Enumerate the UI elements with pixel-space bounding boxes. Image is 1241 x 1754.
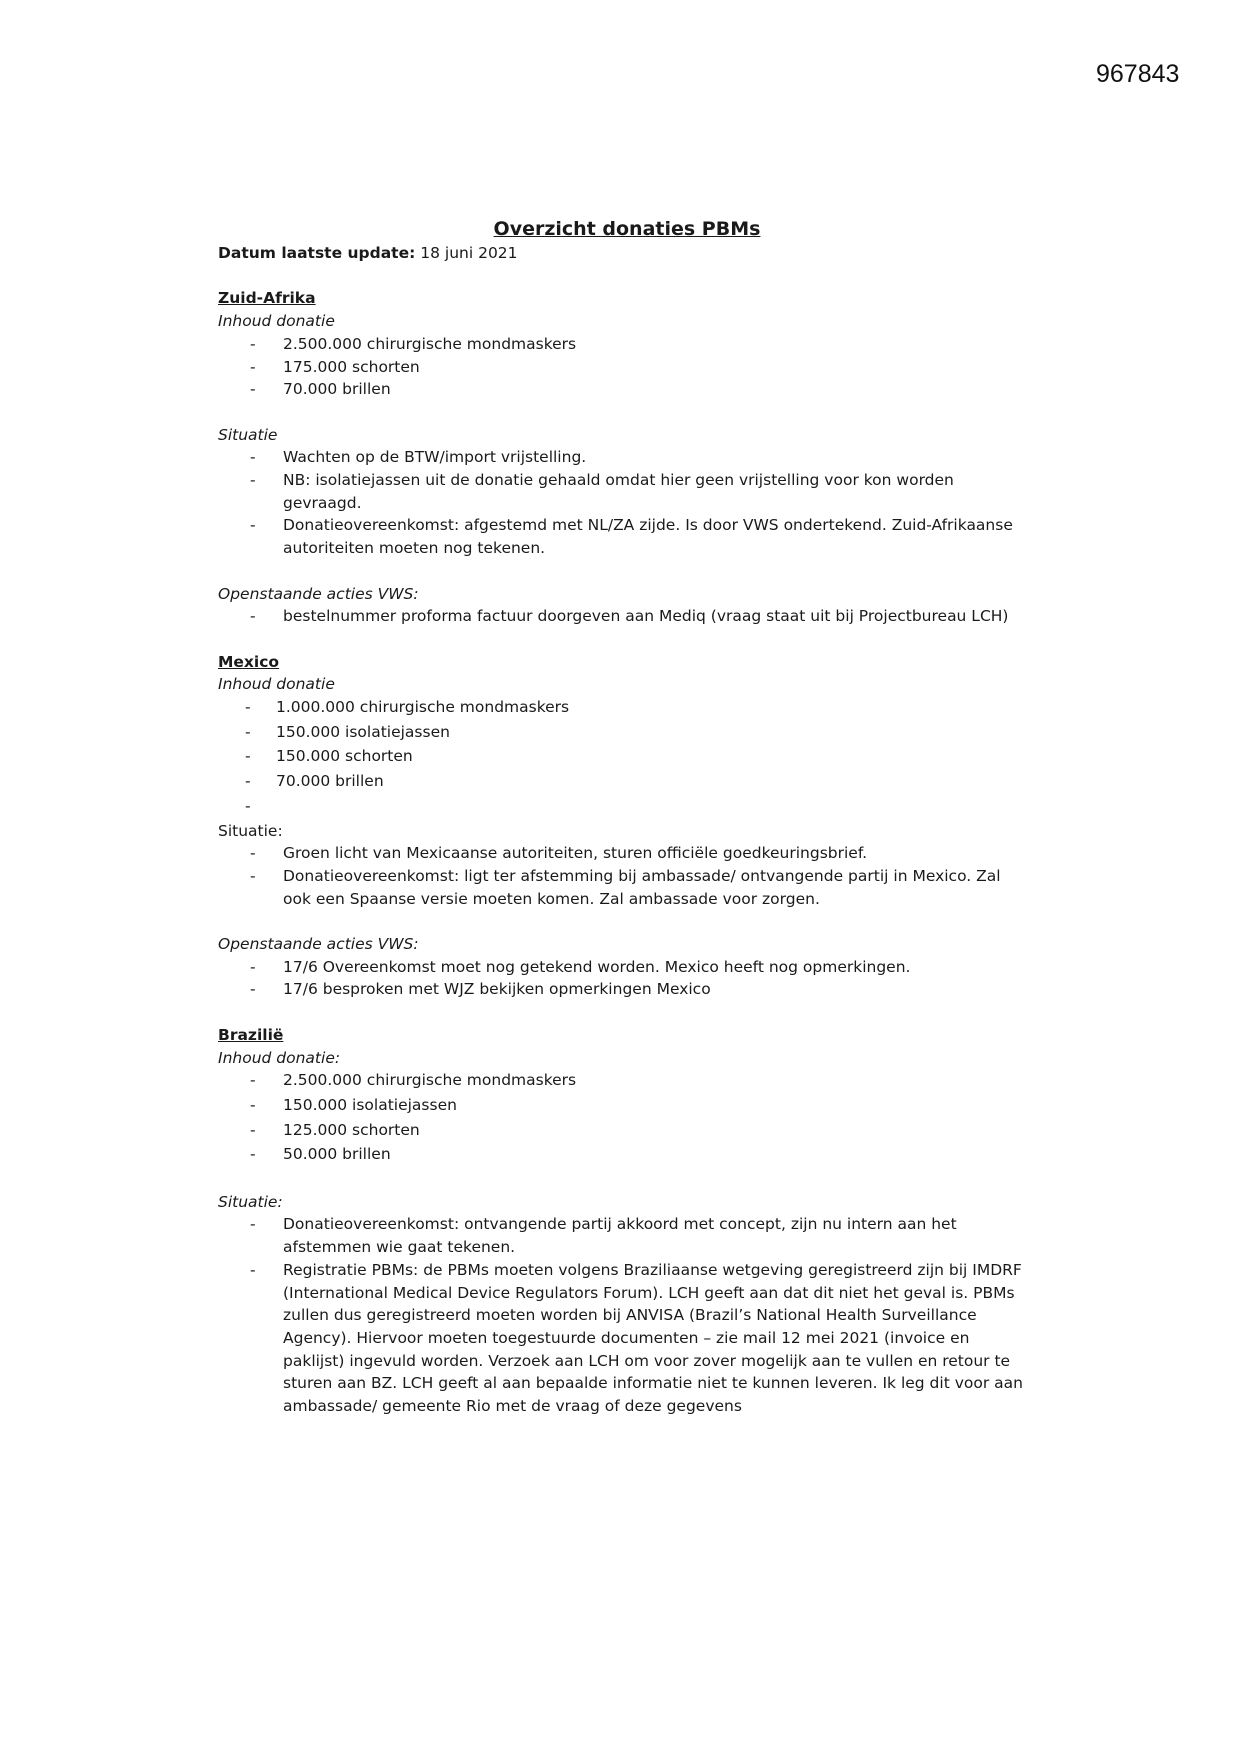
list-item: - 150.000 isolatiejassen	[218, 721, 1028, 744]
section-mexico	[218, 651, 1028, 1002]
list-item: - 150.000 schorten	[218, 745, 1028, 768]
situatie-label: Situatie:	[218, 1192, 283, 1211]
list-item: - 70.000 brillen	[218, 378, 1028, 401]
list-item: - NB: isolatiejassen uit de donatie gehaald omdat hier geen vrijstelling voor kon worden gevraagd.	[218, 469, 1028, 514]
inhoud-label: Inhoud donatie	[218, 312, 335, 331]
document-title: Overzicht donaties PBMs	[493, 218, 761, 240]
inhoud-list	[218, 696, 1028, 818]
inhoud-label: Inhoud donatie	[218, 675, 335, 694]
acties-list	[218, 605, 1028, 628]
list-item: - 17/6 Overeenkomst moet nog getekend worden. Mexico heeft nog opmerkingen.	[218, 956, 1028, 979]
list-item: - 2.500.000 chirurgische mondmaskers	[218, 1069, 1028, 1092]
list-item: - 150.000 isolatiejassen	[218, 1094, 1028, 1117]
list-item: - Donatieovereenkomst: afgestemd met NL/ZA zijde. Is door VWS ondertekend. Zuid-Afrikaanse autoriteiten moeten nog tekenen.	[218, 514, 1028, 559]
list-item: - 175.000 schorten	[218, 356, 1028, 379]
list-item: - 70.000 brillen	[218, 770, 1028, 793]
acties-list	[218, 956, 1028, 1001]
last-update-value: 18 juni 2021	[420, 244, 518, 262]
situatie-label: Situatie:	[218, 821, 283, 840]
situatie-list	[218, 1213, 1028, 1417]
list-item	[218, 795, 1028, 818]
section-zuid-afrika	[218, 287, 1028, 628]
list-item: - Donatieovereenkomst: ligt ter afstemming bij ambassade/ ontvangende partij in Mexico. Zal ook een Spaanse versie moeten komen. Zal ambassade voor zorgen.	[218, 865, 1028, 910]
section-heading: Zuid-Afrika	[218, 289, 316, 308]
situatie-label: Situatie	[218, 425, 278, 444]
section-brazilie	[218, 1024, 1028, 1418]
list-item: - Groen licht van Mexicaanse autoriteiten, sturen officiële goedkeuringsbrief.	[218, 842, 1028, 865]
last-update-line	[218, 242, 1028, 265]
situatie-list	[218, 842, 1028, 910]
inhoud-label: Inhoud donatie:	[218, 1048, 341, 1067]
section-heading: Mexico	[218, 652, 280, 671]
list-item: - 50.000 brillen	[218, 1143, 1028, 1166]
inhoud-list	[218, 1069, 1028, 1166]
list-item: - Wachten op de BTW/import vrijstelling.	[218, 446, 1028, 469]
section-heading: Brazilië	[218, 1025, 284, 1044]
list-item: - 125.000 schorten	[218, 1119, 1028, 1142]
list-item: - 17/6 besproken met WJZ bekijken opmerkingen Mexico	[218, 978, 1028, 1001]
acties-label: Openstaande acties VWS:	[218, 935, 419, 953]
list-item: - Registratie PBMs: de PBMs moeten volgens Braziliaanse wetgeving geregistreerd zijn bij IMDRF (International Medical Device Regulators Forum). LCH geeft aan dat dit niet het geval is. PBMs zullen dus geregistreerd moeten worden bij ANVISA (Brazil’s National Health Surveillance Agency). Hiervoor moeten toegestuurde documenten – zie mail 12 mei 2021 (invoice en paklijst) ingevuld worden. Verzoek aan LCH om voor zover mogelijk aan te vullen en retour te sturen aan BZ. LCH geeft al aan bepaalde informatie niet te kunnen leveren. Ik leg dit voor aan ambassade/ gemeente Rio met de vraag of deze gegevens	[218, 1259, 1028, 1418]
list-item: - 1.000.000 chirurgische mondmaskers	[218, 696, 1028, 719]
document-number: 967843	[1096, 60, 1180, 88]
list-item: - Donatieovereenkomst: ontvangende partij akkoord met concept, zijn nu intern aan het afstemmen wie gaat tekenen.	[218, 1213, 1028, 1258]
situatie-list	[218, 446, 1028, 560]
document-body	[218, 216, 1028, 1418]
acties-label: Openstaande acties VWS:	[218, 584, 419, 603]
last-update-label: Datum laatste update:	[218, 244, 416, 262]
list-item: - 2.500.000 chirurgische mondmaskers	[218, 333, 1028, 356]
inhoud-list	[218, 333, 1028, 401]
list-item: - bestelnummer proforma factuur doorgeven aan Mediq (vraag staat uit bij Projectbureau LCH)	[218, 605, 1028, 628]
